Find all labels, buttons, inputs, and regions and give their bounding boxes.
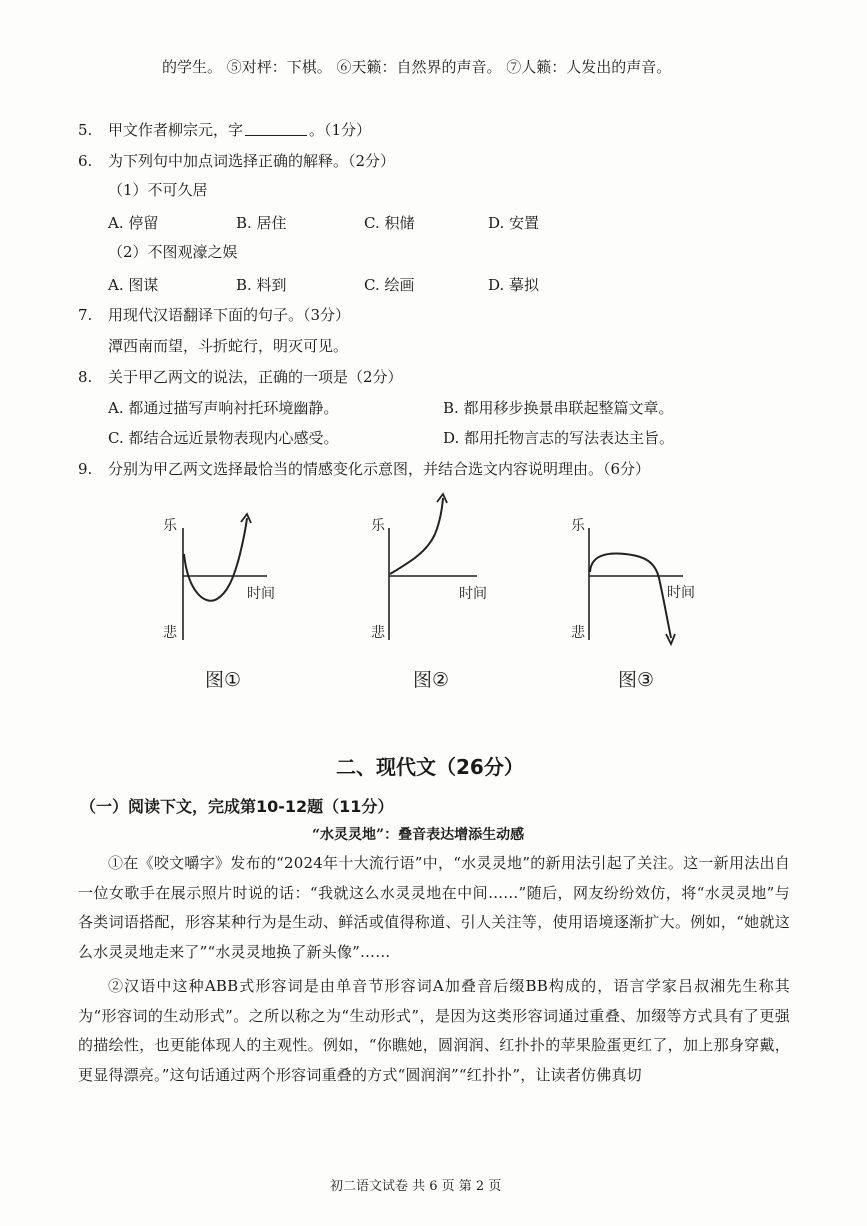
question-text: 甲文作者柳宗元，字: [108, 121, 244, 139]
article-paragraph-2: ②汉语中这种ABB式形容词是由单音节形容词A加叠音后缀BB构成的，语言学家吕叔湘先生称其为“形容词的生动形式”。之所以称之为“生动形式”，是因为这类形容词通过重叠、加缀等方式具有了更强的描绘性，也更能体现人的主观性。例如，“你瞧她，圆润润、红扑扑的苹果脸蛋更红了，加上那身穿戴，更显得漂亮。”这句话通过两个形容词重叠的方式“圆润润”“红扑扑”，让读者仿佛真切: [78, 977, 790, 1084]
article-paragraph-1: ①在《咬文嚼字》发布的“2024年十大流行语”中，“水灵灵地”的新用法引起了关注。这一新用法出自一位女歌手在展示照片时说的话：“我就这么水灵灵地在中间……”随后，网友纷纷效仿，将“水灵灵地”与各类词语搭配，形容某种行为是生动、鲜活或值得称道、引人关注等，使用语境逐渐扩大。例如，“她就这么水灵灵地走来了”“水灵灵地换了新头像”……: [78, 854, 790, 961]
emotion-graph-1: [155, 500, 295, 650]
option-c: C. 积储: [364, 214, 415, 232]
question-number: 8.: [78, 368, 93, 386]
section-title: 二、现代文（26分）: [336, 755, 524, 779]
figure-label-3: 图③: [618, 669, 655, 691]
y-bottom-label: 悲: [163, 625, 177, 641]
question-number: 5.: [78, 121, 93, 139]
question-6-sub1: （1）不可久居: [108, 181, 208, 199]
question-number: 7.: [78, 306, 93, 324]
x-axis-label: 时间: [459, 586, 487, 602]
y-bottom-label: 悲: [371, 625, 385, 641]
option-b: B. 都用移步换景串联起整篇文章。: [443, 399, 674, 417]
question-number: 9.: [78, 460, 93, 478]
sub-section-title: （一）阅读下文，完成第10-12题（11分）: [80, 797, 394, 816]
option-c: C. 都结合远近景物表现内心感受。: [108, 429, 339, 447]
x-axis-label: 时间: [247, 586, 275, 602]
question-score: 。（1分）: [309, 121, 372, 139]
y-top-label: 乐: [371, 518, 385, 534]
option-d: D. 摹拟: [488, 276, 540, 294]
y-top-label: 乐: [163, 518, 177, 534]
figure-label-1: 图①: [205, 669, 242, 691]
y-top-label: 乐: [571, 518, 585, 534]
option-b: B. 料到: [236, 276, 287, 294]
emotion-graph-2: [365, 490, 505, 650]
question-text: 分别为甲乙两文选择最恰当的情感变化示意图，并结合选文内容说明理由。（6分）: [108, 460, 651, 478]
option-a: A. 图谋: [108, 276, 159, 294]
page-footer: 初二语文试卷 共 6 页 第 2 页: [330, 1179, 502, 1194]
answer-blank[interactable]: [245, 121, 307, 136]
option-d: D. 安置: [488, 214, 540, 232]
question-text: 用现代汉语翻译下面的句子。（3分）: [108, 306, 351, 324]
question-5: [78, 120, 371, 140]
figure-label-2: 图②: [413, 669, 450, 691]
article-title: “水灵灵地”：叠音表达增添生动感: [312, 827, 525, 843]
option-d: D. 都用托物言志的写法表达主旨。: [443, 429, 675, 447]
question-7: [78, 305, 350, 325]
question-text: 关于甲乙两文的说法，正确的一项是（2分）: [108, 368, 403, 386]
question-9: [78, 459, 650, 479]
notes-line: 的学生。 ⑤对枰：下棋。 ⑥天籁：自然界的声音。 ⑦人籁：人发出的声音。: [162, 58, 672, 76]
question-text: 为下列句中加点词选择正确的解释。（2分）: [108, 152, 396, 170]
option-b: B. 居住: [236, 214, 287, 232]
x-axis-label: 时间: [667, 585, 695, 601]
option-a: A. 停留: [108, 214, 159, 232]
y-bottom-label: 悲: [571, 625, 585, 641]
emotion-graph-3: [565, 500, 705, 650]
question-number: 6.: [78, 152, 93, 170]
option-c: C. 绘画: [364, 276, 415, 294]
question-6-sub2: （2）不图观濠之娱: [108, 243, 238, 261]
question-6: [78, 151, 395, 171]
option-a: A. 都通过描写声响衬托环境幽静。: [108, 399, 339, 417]
question-8: [78, 367, 403, 387]
translate-sentence: 潭西南而望，斗折蛇行，明灭可见。: [108, 337, 349, 355]
